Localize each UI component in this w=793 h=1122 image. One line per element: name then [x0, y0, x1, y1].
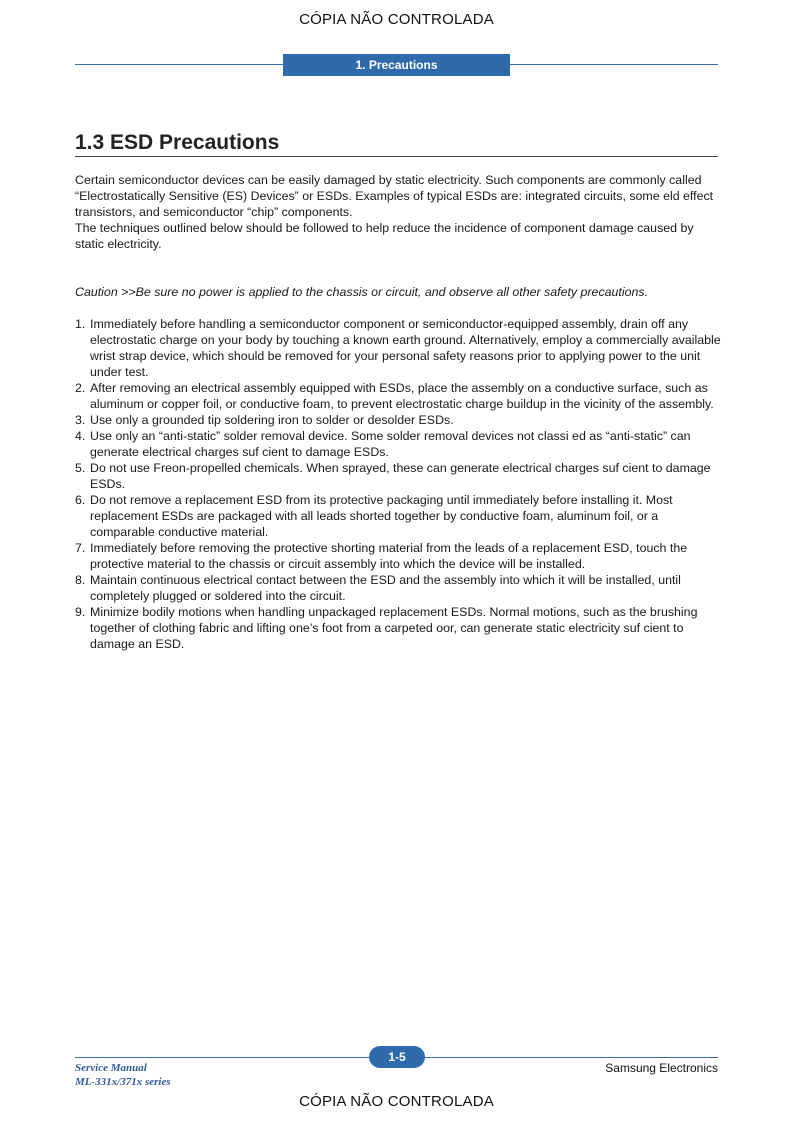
- item-text: Do not use Freon-propelled chemicals. When sprayed, these can generate electrical charges suf cient to damage ESDs.: [90, 461, 711, 491]
- manual-name: [75, 1061, 171, 1089]
- caution-note: Caution >>Be sure no power is applied to the chassis or circuit, and observe all other safety precautions.: [75, 285, 649, 299]
- item-number: 9.: [75, 605, 86, 619]
- chapter-tab: 1. Precautions: [283, 54, 510, 76]
- item-number: 4.: [75, 429, 86, 443]
- page-number: 1-5: [369, 1046, 425, 1068]
- intro-paragraph: The techniques outlined below should be followed to help reduce the incidence of component damage caused by static electricity.: [75, 221, 694, 251]
- section-title: 1.3 ESD Precautions: [75, 131, 718, 157]
- manual-series: ML-331x/371x series: [75, 1076, 171, 1088]
- header-rule-left: [75, 64, 285, 65]
- header-rule-right: [508, 64, 718, 65]
- list-item: [75, 428, 725, 460]
- company-name: Samsung Electronics: [605, 1061, 718, 1075]
- manual-title: Service Manual: [75, 1062, 147, 1074]
- list-item: [75, 412, 725, 428]
- item-number: 3.: [75, 413, 86, 427]
- item-number: 1.: [75, 317, 86, 331]
- list-item: [75, 380, 725, 412]
- precaution-list: [75, 316, 725, 652]
- list-item: [75, 572, 725, 604]
- list-item: [75, 316, 725, 380]
- item-text: Do not remove a replacement ESD from its protective packaging until immediately before installing it. Most replacement ESDs are packaged with all leads shorted together by conductive foam, aluminum foil, or a comparable conductive material.: [90, 493, 673, 539]
- list-item: [75, 604, 725, 652]
- item-text: Use only an “anti-static” solder removal device. Some solder removal devices not classi ed as “anti-static” can generate electrical charges suf cient to damage ESDs.: [90, 429, 691, 459]
- item-text: Immediately before removing the protective shorting material from the leads of a replacement ESD, touch the protective material to the chassis or circuit assembly into which the device will be installed.: [90, 541, 688, 571]
- watermark-bottom: CÓPIA NÃO CONTROLADA: [299, 1093, 494, 1110]
- footer-rule-right: [424, 1057, 718, 1058]
- intro-text: [75, 172, 725, 252]
- item-number: 2.: [75, 381, 86, 395]
- item-text: Maintain continuous electrical contact between the ESD and the assembly into which it will be installed, until completely plugged or soldered into the circuit.: [90, 573, 681, 603]
- item-text: Minimize bodily motions when handling unpackaged replacement ESDs. Normal motions, such as the brushing together of clothing fabric and lifting one’s foot from a carpeted oor, can generate static electricity suf cient to damage an ESD.: [90, 605, 698, 651]
- intro-paragraph: Certain semiconductor devices can be easily damaged by static electricity. Such components are commonly called “Electrostatically Sensitive (ES) Devices” or ESDs. Examples of typical ESDs are: integrated circuits, some eld effect transistors, and semiconductor “chip” components.: [75, 173, 714, 219]
- item-number: 8.: [75, 573, 86, 587]
- item-number: 5.: [75, 461, 86, 475]
- list-item: [75, 492, 725, 540]
- item-number: 6.: [75, 493, 86, 507]
- footer-rule-left: [75, 1057, 370, 1058]
- watermark-top: CÓPIA NÃO CONTROLADA: [299, 11, 494, 28]
- item-number: 7.: [75, 541, 86, 555]
- item-text: Use only a grounded tip soldering iron to solder or desolder ESDs.: [90, 413, 454, 427]
- item-text: After removing an electrical assembly equipped with ESDs, place the assembly on a conductive surface, such as aluminum or copper foil, or conductive foam, to prevent electrostatic charge buildup in the vicinity of the assembly.: [90, 381, 714, 411]
- list-item: [75, 460, 725, 492]
- list-item: [75, 540, 725, 572]
- item-text: Immediately before handling a semiconductor component or semiconductor-equipped assembly, drain off any electrostatic charge on your body by touching a known earth ground. Alternatively, employ a commercially available wrist strap device, which should be removed for your personal safety reasons prior to applying power to the unit under test.: [90, 317, 721, 379]
